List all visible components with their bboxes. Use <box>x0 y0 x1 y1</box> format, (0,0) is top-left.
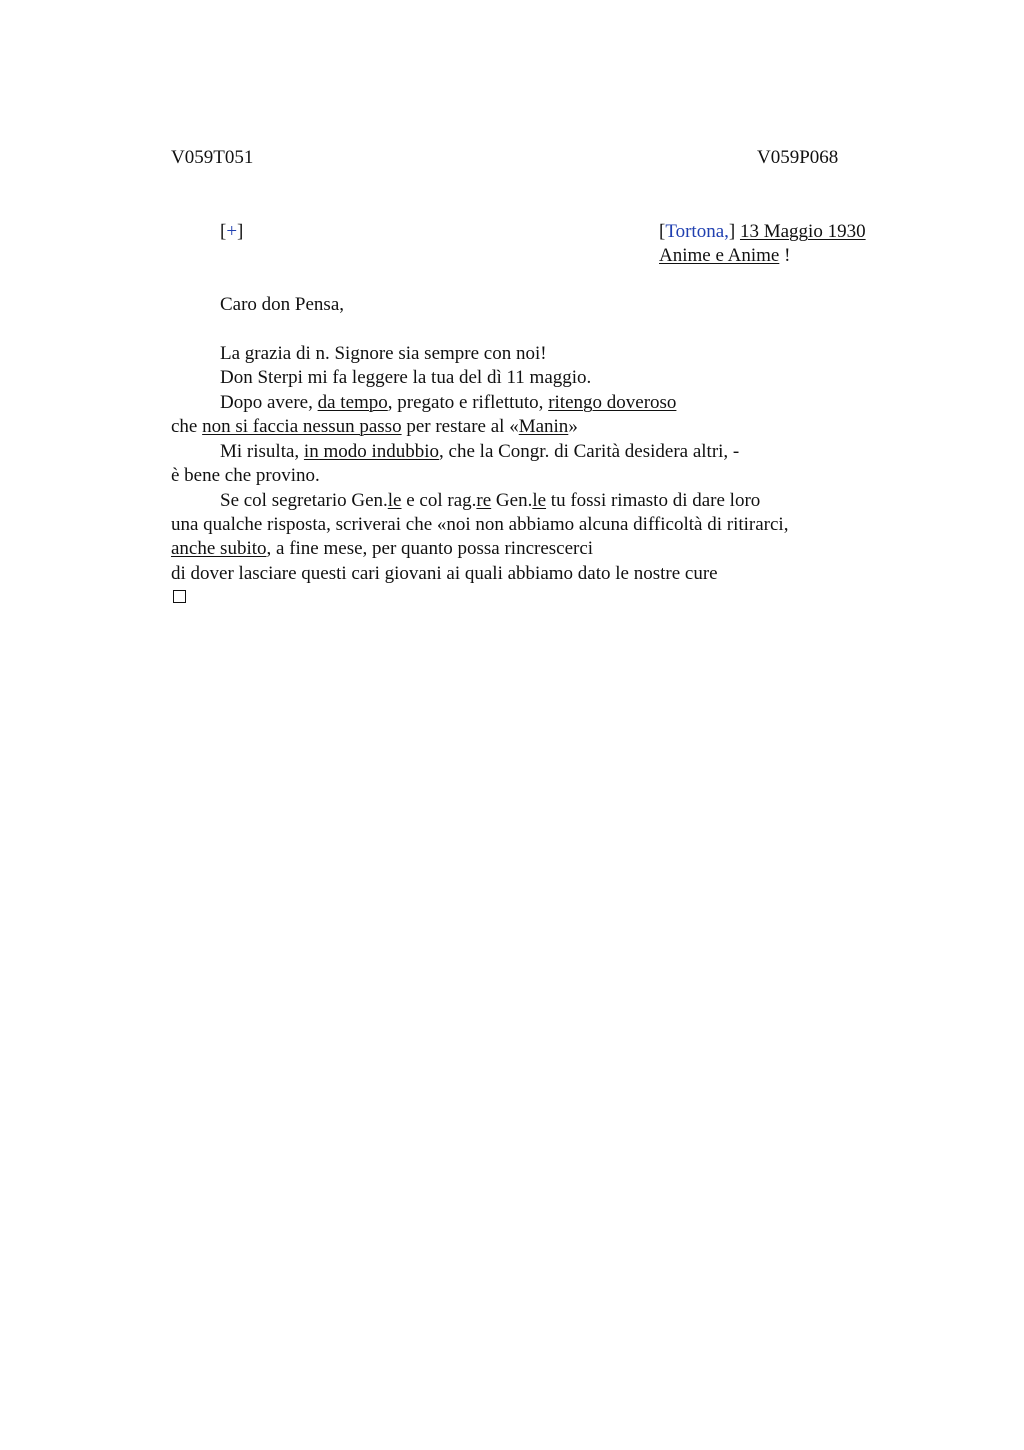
body-line-8 <box>171 513 788 537</box>
text: e col rag. <box>401 490 477 511</box>
motto-suffix: ! <box>779 245 791 266</box>
document-code-left: V059T051 <box>171 147 254 168</box>
text: Don Sterpi mi fa leggere la tua del dì 11 maggio. <box>220 367 592 388</box>
bracket-close: ] <box>237 221 244 242</box>
body-line-9 <box>171 537 593 561</box>
body-line-7 <box>220 489 760 513</box>
missing-glyph-box-icon <box>173 590 186 603</box>
text: Gen. <box>491 490 533 511</box>
text: tu fossi rimasto di dare loro <box>546 490 761 511</box>
text: di dover lasciare questi cari giovani ai quali abbiamo dato le nostre cure <box>171 563 718 584</box>
text: è bene che provino. <box>171 465 320 486</box>
salutation: Caro don Pensa, <box>220 294 345 315</box>
motto <box>659 244 790 268</box>
underlined-text: da tempo <box>317 392 388 413</box>
dateline <box>659 220 866 244</box>
text: una qualche risposta, scriverai che «noi non abbiamo alcuna difficoltà di ritirarci, <box>171 514 789 535</box>
body-line-6 <box>171 464 320 488</box>
bracket-open: [ <box>659 221 666 242</box>
motto-text: Anime e Anime <box>659 245 780 266</box>
note-marker <box>220 220 243 244</box>
underlined-text: in modo indubbio <box>303 441 440 462</box>
text: per restare al « <box>401 416 519 437</box>
text: , a fine mese, per quanto possa rincrescerci <box>266 538 594 559</box>
body-line-2 <box>220 366 591 390</box>
text: Mi risulta, <box>220 441 304 462</box>
text: Se col segretario Gen. <box>220 490 388 511</box>
text: , pregato e riflettuto, <box>387 392 549 413</box>
bracket-open: [ <box>220 221 227 242</box>
body-line-10 <box>171 562 718 586</box>
underlined-text: le <box>532 490 547 511</box>
plus-link[interactable]: + <box>226 221 238 242</box>
body-line-1 <box>220 342 547 366</box>
underlined-text: non si faccia nessun passo <box>202 416 402 437</box>
underlined-text: anche subito <box>171 538 267 559</box>
underlined-text: ritengo doveroso <box>548 392 677 413</box>
letter-date: 13 Maggio 1930 <box>739 221 866 242</box>
underlined-text: re <box>476 490 492 511</box>
underlined-text: Manin <box>518 416 569 437</box>
text: » <box>568 416 578 437</box>
document-code-right: V059P068 <box>757 147 839 168</box>
place-link[interactable]: Tortona, <box>665 221 729 242</box>
body-line-3 <box>220 391 676 415</box>
body-line-4 <box>171 415 578 439</box>
text: Dopo avere, <box>220 392 318 413</box>
underlined-text: le <box>387 490 402 511</box>
text: La grazia di n. Signore sia sempre con noi! <box>220 343 547 364</box>
text: che <box>171 416 203 437</box>
body-line-5 <box>220 440 739 464</box>
text: , che la Congr. di Carità desidera altri, - <box>439 441 740 462</box>
bracket-close: ] <box>728 221 736 242</box>
